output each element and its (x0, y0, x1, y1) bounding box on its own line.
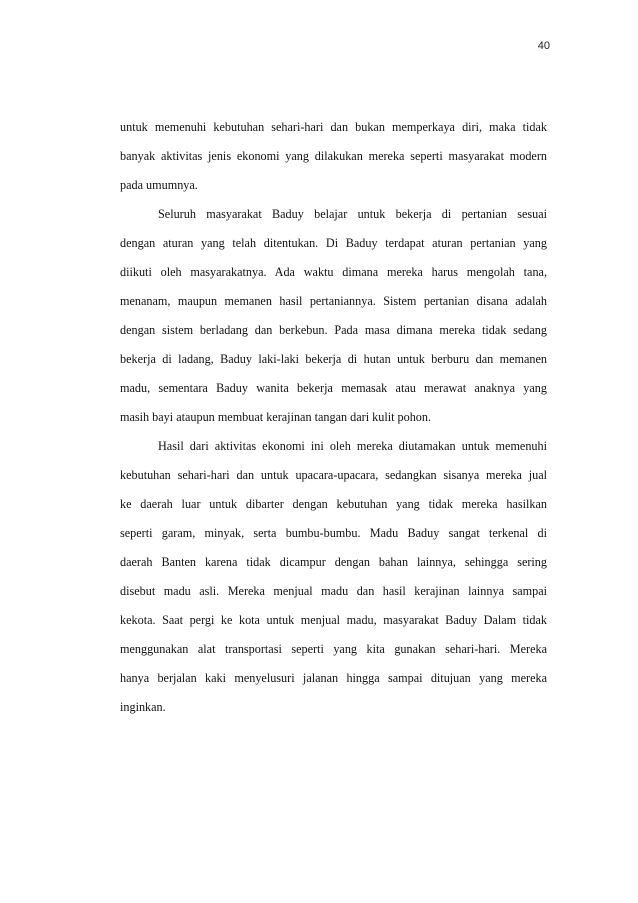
paragraph-2-line-8: masih bayi ataupun membuat kerajinan tangan dari kulit pohon. (120, 410, 432, 424)
paragraph-3-line-6: disebut madu asli. Mereka menjual madu dan hasil kerajinan lainnya sampai (120, 584, 547, 598)
paragraph-2-line-5: dengan sistem berladang dan berkebun. Pada masa dimana mereka tidak sedang (120, 323, 547, 337)
body-text (120, 113, 547, 722)
paragraph-3-line-4: seperti garam, minyak, serta bumbu-bumbu. Madu Baduy sangat terkenal di (120, 526, 547, 540)
paragraph-2-line-3: diikuti oleh masyarakatnya. Ada waktu dimana mereka harus mengolah tana, (120, 265, 547, 279)
paragraph-3-line-1: Hasil dari aktivitas ekonomi ini oleh mereka diutamakan untuk memenuhi (158, 439, 547, 453)
paragraph-2-line-4: menanam, maupun memanen hasil pertaniannya. Sistem pertanian disana adalah (120, 294, 547, 308)
paragraph-1-line-3: pada umumnya. (120, 178, 198, 192)
paragraph-2-line-7: madu, sementara Baduy wanita bekerja memasak atau merawat anaknya yang (120, 381, 547, 395)
paragraph-3-line-9: hanya berjalan kaki menyelusuri jalanan hingga sampai ditujuan yang mereka (120, 671, 547, 685)
paragraph-2-line-6: bekerja di ladang, Baduy laki-laki bekerja di hutan untuk berburu dan memanen (120, 352, 547, 366)
paragraph-3-line-7: kekota. Saat pergi ke kota untuk menjual madu, masyarakat Baduy Dalam tidak (120, 613, 547, 627)
page-number: 40 (537, 40, 550, 52)
paragraph-2-line-2: dengan aturan yang telah ditentukan. Di Baduy terdapat aturan pertanian yang (120, 236, 547, 250)
paragraph-2-line-1: Seluruh masyarakat Baduy belajar untuk bekerja di pertanian sesuai (158, 207, 547, 221)
paragraph-3-line-2: kebutuhan sehari-hari dan untuk upacara-upacara, sedangkan sisanya mereka jual (120, 468, 547, 482)
paragraph-3-line-10: inginkan. (120, 700, 166, 714)
paragraph-3-line-3: ke daerah luar untuk dibarter dengan kebutuhan yang tidak mereka hasilkan (120, 497, 547, 511)
paragraph-1-line-2: banyak aktivitas jenis ekonomi yang dilakukan mereka seperti masyarakat modern (120, 149, 547, 163)
paragraph-3-line-5: daerah Banten karena tidak dicampur dengan bahan lainnya, sehingga sering (120, 555, 547, 569)
paragraph-1-line-1: untuk memenuhi kebutuhan sehari-hari dan bukan memperkaya diri, maka tidak (120, 120, 547, 134)
paragraph-3-line-8: menggunakan alat transportasi seperti yang kita gunakan sehari-hari. Mereka (120, 642, 547, 656)
